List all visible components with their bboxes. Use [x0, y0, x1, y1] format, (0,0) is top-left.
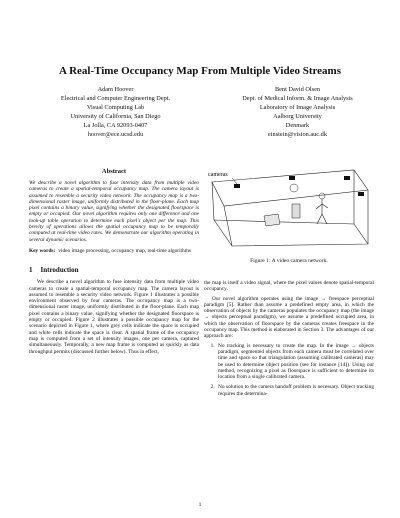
camera-icon [289, 176, 295, 180]
author-affiliation: Aalborg University [273, 113, 322, 120]
author-email: einstein@vision.auc.dk [268, 131, 327, 138]
abstract-heading: Abstract [101, 168, 127, 175]
section-number: 1 [29, 266, 33, 275]
paper-title: A Real-Time Occupancy Map From Multiple Video Streams [58, 65, 341, 77]
author-affiliation: Visual Computing Lab [86, 104, 145, 111]
author-affiliation: Electrical and Computer Engineering Dept. [60, 95, 171, 102]
page-number: 1 [198, 502, 202, 508]
list-item: 2. No solution to the camera handoff problem is necessary. Object tracking requires the determina- [216, 384, 374, 397]
sphere-icon [290, 184, 298, 192]
author-address: La Jolla, CA 92093-0407 [83, 122, 148, 129]
author-name: Bent David Olsen [274, 86, 321, 93]
author-affiliation: Dept. of Medical Inform. & Image Analysis [242, 95, 353, 102]
figure-drawing [204, 164, 374, 254]
person-head-icon [319, 193, 325, 199]
author-affiliation: Laboratory of Image Analysis [259, 104, 336, 111]
author-block-left [28, 85, 203, 139]
paragraph: the map is itself a video signal, where the pixel values denote spatial-temporal occupancy. [204, 280, 374, 293]
camera-icon [234, 184, 240, 188]
figure-label: cameras [208, 172, 228, 178]
intro-paragraph: We describe a novel algorithm to fuse intensity data from multiple video cameras to create a spatial-temporal occupancy map. The camera layout is assumed to resemble a security video network. Figure 1 illustrates a possible environment observed by four cameras. The occupancy map is a two-dimensional raster image, uniformly distributed in the floor-plane. Each map pixel contains a binary value, signifying whether the designated floorspace is empty or occupied. Figure 2 illustrates a possible occupancy map for the scenario depicted in Figure 1, where grey cells indicate the space is occupied and white cells indicate the space is clear. A spatial frame of the occupancy map is computed from a set of intensity images, one per camera, captured simultaneously. Temporally, a new map frame is computed as quickly as data throughput permits (discussed further below). Thus in effect, [29, 279, 199, 355]
abstract-text: We describe a novel algorithm to fuse intensity data from multiple video cameras to create a spatial-temporal occupancy map. The camera layout is assumed to resemble a security video network. The occupancy map is a two-dimensional raster image, uniformly distributed in the floor-plane. Each map pixel contains a binary value, signifying whether the designated floorspace is empty or occupied. Our novel algorithm requires only one difference and one look-up table operation to determine each pixel's object per the map. This brevity of operations allows the spatial occupancy map to be temporally computed at real-time video rates. We demonstrate our algorithm operating in several dynamic scenarios. [29, 180, 199, 243]
box-icon [264, 214, 280, 226]
camera-icon [358, 192, 364, 196]
section-heading [29, 266, 199, 274]
person-arm [316, 204, 322, 209]
person-arm [322, 204, 328, 208]
author-name: Adam Hoover [97, 86, 134, 93]
advantages-list [204, 343, 374, 397]
room-edge [212, 182, 214, 220]
author-email: hoover@ece.ucsd.edu [87, 131, 144, 138]
paragraph: Our novel algorithm operates using the image → freespace perceptual paradigm [5]. Rather than assume a predefined empty area, in which the observation of objects by the cameras populates the occupancy map (the image → objects perceptual paradigm), we assume a predefined occupied area, in which the observation of floorspace by the cameras creates freespace in the occupancy map. This method is elaborated in Section 3. The advantages of our approach are: [204, 295, 374, 340]
keywords-label: Key words: [29, 247, 56, 254]
left-column [29, 168, 199, 358]
author-affiliation: University of California, San Diego [70, 113, 161, 120]
author-block-right [210, 85, 385, 139]
keywords [29, 248, 199, 254]
keywords-text: video image processing, occupancy map, real-time algorithms [58, 247, 191, 254]
camera-network-figure [204, 164, 374, 254]
camera-icon [344, 176, 350, 180]
label-pointer [232, 178, 237, 184]
right-column [204, 280, 374, 401]
person-leg [317, 214, 322, 224]
floor-outline [214, 220, 368, 246]
cylinder-icon [292, 204, 300, 218]
person-leg [322, 214, 327, 224]
figure-caption: Figure 1: A video camera network. [250, 258, 328, 264]
author-address: Denmark [285, 122, 310, 129]
section-title: Introduction [40, 266, 79, 275]
list-item: 1. No tracking is necessary to create the map. In the image → objects paradigm, segmented objects from each camera must be correlated over time and space so that triangulation (assuming calibrated cameras) may be used to determine object position (see for instance [14]). Using our method, recognizing a pixel as floorspace is sufficient to determine its location from a single calibrated camera. [216, 343, 374, 381]
